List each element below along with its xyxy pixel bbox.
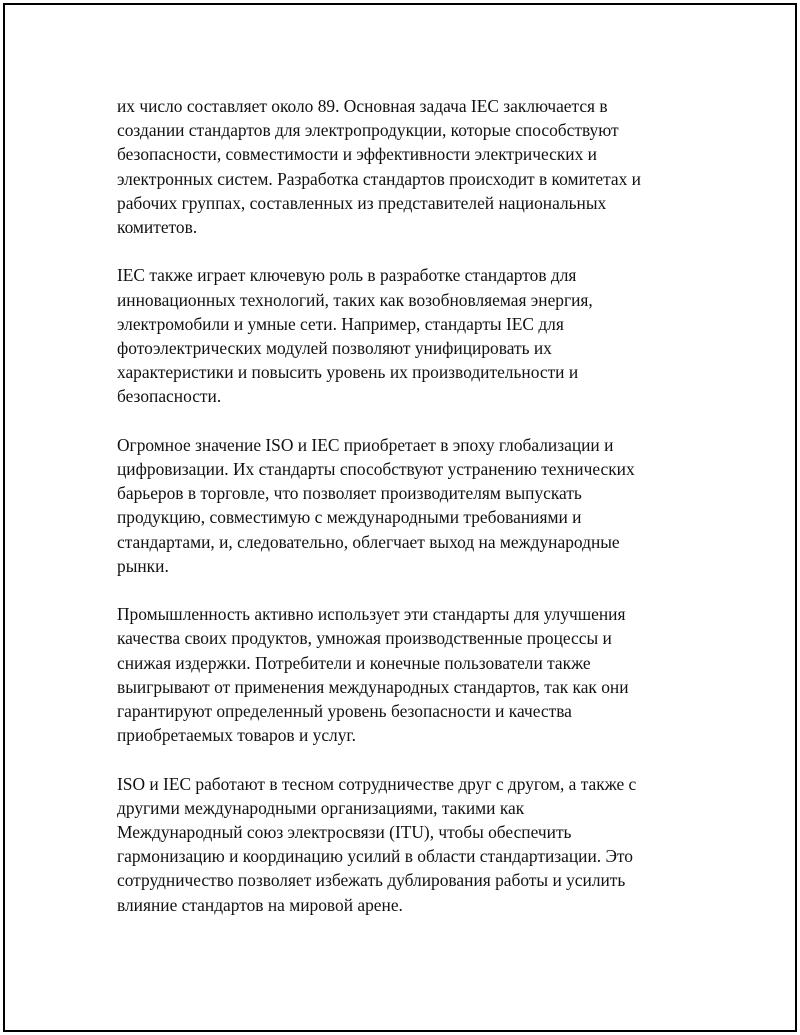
text-line: гарантируют определенный уровень безопасности и качества: [117, 701, 572, 722]
text-line: рынки.: [117, 555, 169, 576]
paragraph-4: [117, 602, 717, 747]
paragraph-1: [117, 94, 717, 239]
text-line: продукцию, совместимую с международными требованиями и: [117, 507, 582, 528]
text-line: барьеров в торговле, что позволяет производителям выпускать: [117, 483, 582, 504]
text-line: качества своих продуктов, умножая производственные процессы и: [117, 628, 612, 649]
text-line: инновационных технологий, таких как возобновляемая энергия,: [117, 289, 593, 310]
text-line: безопасности.: [117, 386, 222, 407]
text-line: другими международными организациями, такими как: [117, 797, 525, 818]
document-body: [117, 94, 717, 941]
text-line: сотрудничество позволяет избежать дублирования работы и усилить: [117, 870, 626, 891]
text-line: рабочих группах, составленных из представителей национальных: [117, 192, 607, 213]
paragraph-3: [117, 433, 717, 578]
text-line: цифровизации. Их стандарты способствуют устранению технических: [117, 459, 635, 480]
text-line: приобретаемых товаров и услуг.: [117, 725, 356, 746]
paragraph-5: [117, 772, 717, 917]
text-line: влияние стандартов на мировой арене.: [117, 894, 403, 915]
text-line: IEC также играет ключевую роль в разработке стандартов для: [117, 265, 577, 286]
text-line: электронных систем. Разработка стандартов происходит в комитетах и: [117, 168, 641, 189]
text-line: Международный союз электросвязи (ITU), чтобы обеспечить: [117, 822, 572, 843]
text-line: стандартами, и, следовательно, облегчает выход на международные: [117, 531, 620, 552]
text-line: Промышленность активно использует эти стандарты для улучшения: [117, 604, 626, 625]
text-line: электромобили и умные сети. Например, стандарты IEC для: [117, 313, 564, 334]
text-line: фотоэлектрических модулей позволяют унифицировать их: [117, 338, 552, 359]
text-line: гармонизацию и координацию усилий в области стандартизации. Это: [117, 846, 633, 867]
text-line: ISO и IEC работают в тесном сотрудничестве друг с другом, а также с: [117, 773, 637, 794]
text-line: безопасности, совместимости и эффективности электрических и: [117, 144, 597, 165]
text-line: снижая издержки. Потребители и конечные пользователи также: [117, 652, 591, 673]
text-line: создании стандартов для электропродукции, которые способствуют: [117, 120, 619, 141]
text-line: их число составляет около 89. Основная задача IEC заключается в: [117, 96, 608, 116]
text-line: выигрывают от применения международных стандартов, так как они: [117, 676, 629, 697]
paragraph-2: [117, 263, 717, 408]
text-line: комитетов.: [117, 217, 198, 238]
text-line: характеристики и повысить уровень их производительности и: [117, 362, 579, 383]
text-line: Огромное значение ISO и IEC приобретает в эпоху глобализации и: [117, 434, 614, 455]
